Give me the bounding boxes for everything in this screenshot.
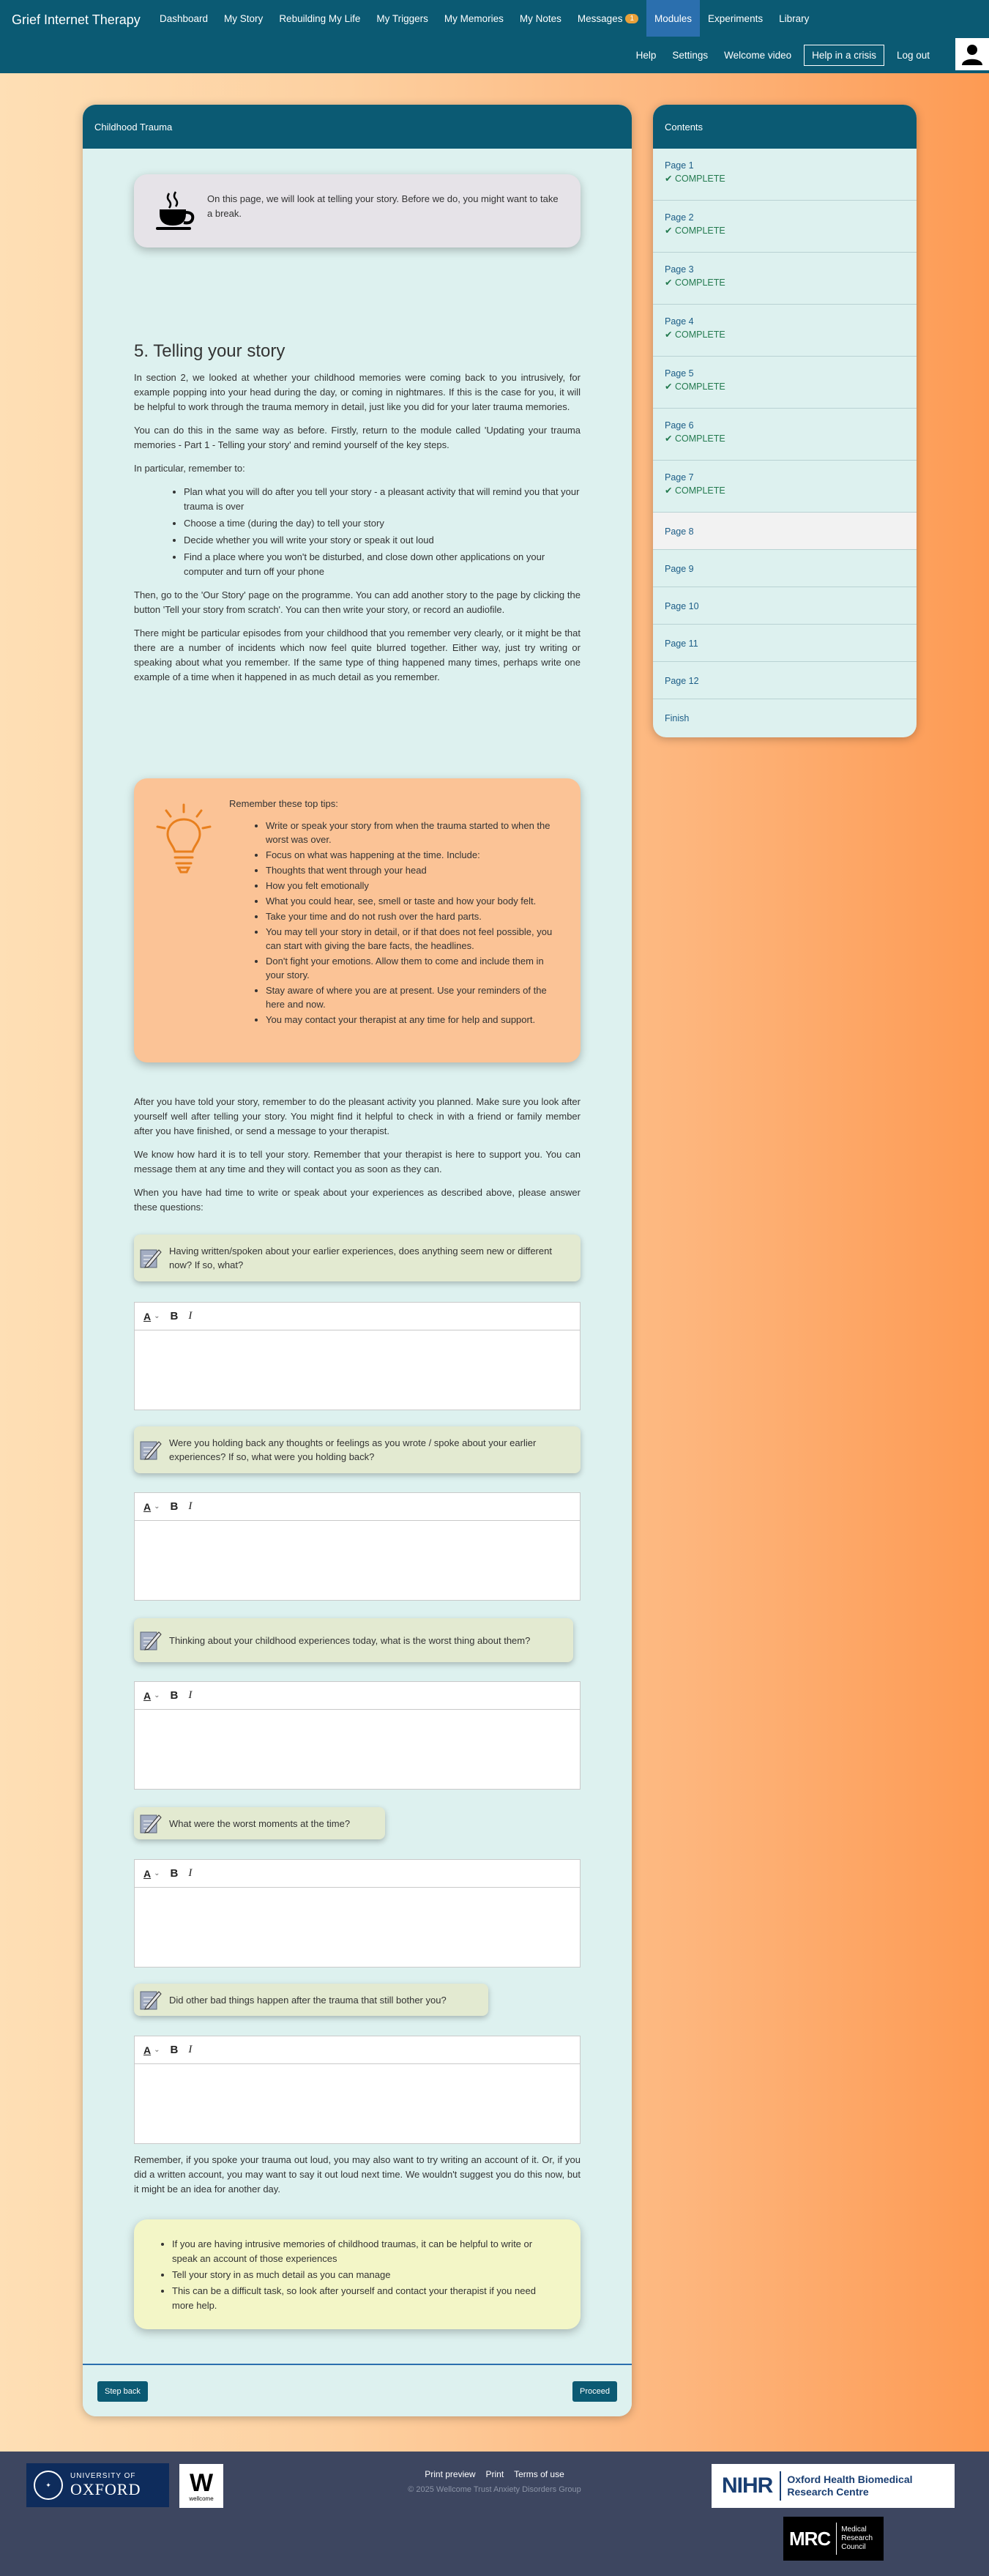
- chevron-down-icon[interactable]: ⌄: [154, 1869, 160, 1877]
- nihr-logo-text-1: Oxford Health Biomedical: [787, 2473, 913, 2485]
- check-icon: ✔: [665, 226, 675, 236]
- paragraph: There might be particular episodes from your childhood that you remember very clearly, or it might be that there are a number of incidents which now feel quite blurred together. Either way, just try writing or speaking about what you remember. If the same type of thing happened many times, perhaps write one example of a time when it happened in as much detail as you remember.: [134, 628, 581, 682]
- answer-editor-4[interactable]: [134, 1859, 581, 1968]
- chevron-down-icon[interactable]: ⌄: [154, 2046, 160, 2054]
- user-icon: [960, 42, 984, 66]
- brand-title[interactable]: Grief Internet Therapy: [12, 12, 141, 27]
- toc-page-label: Page 8: [665, 526, 694, 537]
- check-icon: ✔: [665, 330, 675, 340]
- nav-my-story[interactable]: My Story: [224, 12, 264, 24]
- module-title: Childhood Trauma: [83, 105, 632, 149]
- question-1: [134, 1235, 581, 1281]
- check-icon: ✔: [665, 381, 675, 392]
- lightbulb-icon: [154, 803, 213, 876]
- page-footer: [0, 2452, 989, 2576]
- secondary-nav: [628, 44, 938, 66]
- section-body: [134, 371, 581, 693]
- check-icon: ✔: [665, 174, 675, 184]
- logout-link[interactable]: Log out: [896, 49, 930, 61]
- print-preview-link[interactable]: Print preview: [425, 2469, 476, 2479]
- list-item: • Plan what you will do after you tell your story - a pleasant activity that will remind you that your trauma is over: [184, 485, 581, 514]
- oxford-logo-line2: OXFORD: [70, 2479, 141, 2498]
- question-3: [134, 1618, 573, 1662]
- toc-page-11[interactable]: [653, 625, 917, 662]
- complete-status: ✔ COMPLETE: [665, 330, 725, 340]
- logo-divider: [836, 2523, 837, 2555]
- nihr-logo-mark: NIHR: [722, 2473, 773, 2498]
- paragraph: We know how hard it is to tell your story. Remember that your therapist is here to support you. You can message them at any time and they will contact you as soon as they can.: [134, 1149, 581, 1175]
- complete-status: ✔ COMPLETE: [665, 433, 725, 444]
- contents-title: Contents: [653, 105, 917, 149]
- toc-page-label: Page 1: [665, 160, 694, 171]
- list-item: • Focus on what was happening at the time. Include:: [266, 848, 562, 862]
- pen-icon: [140, 1629, 162, 1651]
- after-story-text: [134, 1095, 581, 1224]
- font-color-button[interactable]: A: [143, 2044, 152, 2056]
- italic-button[interactable]: I: [188, 1867, 193, 1879]
- question-2: [134, 1426, 581, 1473]
- toc-page-label: Page 2: [665, 212, 694, 223]
- list-item: • What you could hear, see, smell or taste and how your body felt.: [266, 894, 562, 908]
- wellcome-logo-text: wellcome: [189, 2495, 214, 2502]
- wellcome-w-icon: W: [189, 2468, 214, 2497]
- pen-icon: [140, 1439, 162, 1461]
- complete-status: ✔ COMPLETE: [665, 485, 725, 496]
- mrc-logo-mark: MRC: [789, 2527, 831, 2550]
- nihr-logo: [712, 2464, 955, 2508]
- oxford-seal-icon: ✦: [34, 2471, 63, 2500]
- bold-button[interactable]: B: [170, 1500, 179, 1513]
- answer-editor-5[interactable]: [134, 2036, 581, 2144]
- bold-button[interactable]: B: [170, 2044, 179, 2056]
- complete-status: ✔ COMPLETE: [665, 174, 725, 184]
- list-item: • If you are having intrusive memories of childhood traumas, it can be helpful to write or speak an account of those experiences: [172, 2237, 560, 2266]
- pen-icon: [140, 1989, 162, 2011]
- nav-my-memories[interactable]: My Memories: [444, 12, 504, 24]
- nav-welcome-video[interactable]: Welcome video: [724, 49, 792, 61]
- nav-messages-label: Messages: [577, 12, 623, 24]
- nav-my-triggers[interactable]: My Triggers: [376, 12, 428, 24]
- list-item: • Tell your story in as much detail as you can manage: [172, 2268, 560, 2282]
- toc-page-3[interactable]: [653, 253, 917, 305]
- bold-button[interactable]: B: [170, 1689, 179, 1702]
- complete-status: ✔ COMPLETE: [665, 381, 725, 392]
- toc-page-label: Page 6: [665, 420, 694, 431]
- toc-page-label: Page 4: [665, 316, 694, 327]
- question-text: Were you holding back any thoughts or feelings as you wrote / spoke about your earlier experiences? If so, what were you holding back?: [169, 1437, 537, 1462]
- list-item: • This can be a difficult task, so look after yourself and contact your therapist if you need more help.: [172, 2284, 560, 2313]
- nav-rebuilding-my-life[interactable]: Rebuilding My Life: [279, 12, 361, 24]
- tips-list: [266, 819, 562, 1028]
- editor-toolbar: [135, 1493, 580, 1521]
- list-item: • You may tell your story in detail, or if that does not feel possible, you can start with giving the bare facts, the headlines.: [266, 925, 562, 953]
- italic-button[interactable]: I: [188, 1310, 193, 1322]
- top-tips-callout: [134, 778, 581, 1062]
- toc-page-label: Page 9: [665, 564, 694, 574]
- toc-page-12[interactable]: [653, 662, 917, 699]
- intro-callout: [134, 174, 581, 247]
- module-footer: [83, 2364, 632, 2416]
- editor-toolbar: [135, 2036, 580, 2064]
- toc-page-label: Page 7: [665, 472, 694, 483]
- toc-page-6[interactable]: [653, 409, 917, 461]
- question-text: Thinking about your childhood experiences today, what is the worst thing about them?: [169, 1634, 531, 1646]
- nihr-logo-text-2: Research Centre: [787, 2486, 869, 2498]
- remember-list: [184, 485, 581, 579]
- font-color-button[interactable]: A: [143, 1689, 152, 1702]
- paragraph: Then, go to the 'Our Story' page on the programme. You can add another story to the page by clicking the button 'Tell your story from scratch'. You can then write your story, or record an audiofile.: [134, 589, 581, 615]
- list-item: • How you felt emotionally: [266, 879, 562, 893]
- nav-library[interactable]: Library: [779, 12, 810, 24]
- italic-button[interactable]: I: [188, 1689, 193, 1701]
- check-icon: ✔: [665, 485, 675, 496]
- list-item: • Choose a time (during the day) to tell your story: [184, 516, 581, 531]
- module-card: [83, 105, 632, 2416]
- oxford-logo-line1: UNIVERSITY OF: [70, 2471, 136, 2480]
- nav-experiments[interactable]: Experiments: [708, 12, 764, 24]
- editor-toolbar: [135, 1860, 580, 1888]
- nav-settings[interactable]: Settings: [672, 49, 709, 61]
- intro-text: On this page, we will look at telling your story. Before we do, you might want to take a break.: [207, 193, 559, 219]
- answer-editor-2[interactable]: [134, 1492, 581, 1601]
- question-text: Having written/spoken about your earlier experiences, does anything seem new or different now? If so, what?: [169, 1246, 552, 1270]
- italic-button[interactable]: I: [188, 1500, 193, 1512]
- mrc-logo-text-3: Council: [841, 2543, 866, 2551]
- toc-page-4[interactable]: [653, 305, 917, 357]
- complete-status: ✔ COMPLETE: [665, 278, 725, 288]
- mrc-logo: [783, 2517, 884, 2561]
- list-item: • Take your time and do not rush over the hard parts.: [266, 909, 562, 923]
- help-in-crisis-button[interactable]: Help in a crisis: [804, 45, 884, 66]
- answer-editor-3[interactable]: [134, 1681, 581, 1790]
- nav-my-notes[interactable]: My Notes: [519, 12, 561, 24]
- toc-page-label: Page 3: [665, 264, 694, 275]
- font-color-button[interactable]: A: [143, 1310, 152, 1322]
- print-link[interactable]: Print: [485, 2469, 504, 2479]
- section-title: 5. Telling your story: [134, 341, 285, 361]
- paragraph: After you have told your story, remember to do the pleasant activity you planned. Make sure you look after yourself well after telling your story. You might find it helpful to check in with a friend or family member after you have finished, or send a message to your therapist.: [134, 1096, 581, 1136]
- step-back-button[interactable]: Step back: [97, 2381, 148, 2402]
- check-icon: ✔: [665, 278, 675, 288]
- top-navigation-bar: [0, 0, 989, 73]
- nav-help[interactable]: Help: [635, 49, 657, 61]
- font-color-button[interactable]: A: [143, 1867, 152, 1880]
- answer-editor-1[interactable]: [134, 1302, 581, 1410]
- toc-page-10[interactable]: [653, 587, 917, 625]
- toc-finish[interactable]: [653, 699, 917, 737]
- list-item: • Thoughts that went through your head: [266, 863, 562, 877]
- nav-messages[interactable]: [570, 0, 646, 37]
- primary-nav: [152, 0, 817, 37]
- toc-page-label: Finish: [665, 713, 690, 723]
- mrc-logo-text-2: Research: [841, 2534, 873, 2542]
- toc-page-label: Page 10: [665, 601, 699, 611]
- paragraph: Remember, if you spoke your trauma out loud, you may also want to try writing an account of it. Or, if you did a written account, you may want to say it out loud next time. We wouldn't suggest you do this now, but it might be an idea for another day.: [134, 2154, 581, 2195]
- list-item: • Stay aware of where you are at present. Use your reminders of the here and now.: [266, 983, 562, 1011]
- chevron-down-icon[interactable]: ⌄: [154, 1312, 160, 1320]
- paragraph: You can do this in the same way as before. Firstly, return to the module called 'Updating your trauma memories - Part 1 - Telling your story' and remind yourself of the key steps.: [134, 425, 581, 450]
- font-color-button[interactable]: A: [143, 1500, 152, 1513]
- copyright-text: © 2025 Wellcome Trust Anxiety Disorders Group: [408, 2485, 581, 2494]
- proceed-button[interactable]: Proceed: [572, 2381, 617, 2402]
- terms-link[interactable]: Terms of use: [514, 2469, 564, 2479]
- logo-divider: [780, 2471, 781, 2501]
- editor-toolbar: [135, 1682, 580, 1710]
- toc-page-label: Page 11: [665, 639, 698, 649]
- complete-status: ✔ COMPLETE: [665, 226, 725, 236]
- italic-button[interactable]: I: [188, 2044, 193, 2055]
- toc-page-label: Page 5: [665, 368, 694, 379]
- summary-callout: [134, 2219, 581, 2329]
- paragraph: In particular, remember to:: [134, 463, 245, 474]
- bold-button[interactable]: B: [170, 1867, 179, 1880]
- contents-sidebar: [653, 105, 917, 737]
- closing-text: [134, 2153, 581, 2205]
- editor-toolbar: [135, 1303, 580, 1330]
- toc-page-label: Page 12: [665, 676, 699, 686]
- tips-title: Remember these top tips:: [229, 798, 338, 809]
- paragraph: When you have had time to write or speak about your experiences as described above, please answer these questions:: [134, 1187, 581, 1213]
- pen-icon: [140, 1247, 162, 1269]
- toc-page-5[interactable]: [653, 357, 917, 409]
- chevron-down-icon[interactable]: ⌄: [154, 1691, 160, 1700]
- paragraph: In section 2, we looked at whether your childhood memories were coming back to you intrusively, for example popping into your head during the day, or coming in nightmares. If this is the case for you, it will be helpful to work through the trauma memory in detail, just like you did for your later trauma memories.: [134, 372, 581, 412]
- pen-icon: [140, 1812, 162, 1834]
- list-item: • Write or speak your story from when the trauma started to when the worst was over.: [266, 819, 562, 846]
- list-item: • Decide whether you will write your story or speak it out loud: [184, 533, 581, 548]
- nav-dashboard[interactable]: Dashboard: [160, 12, 209, 24]
- question-4: [134, 1807, 385, 1839]
- user-menu-button[interactable]: [955, 38, 989, 70]
- list-item: • You may contact your therapist at any time for help and support.: [266, 1013, 562, 1027]
- toc-page-2[interactable]: [653, 201, 917, 253]
- bold-button[interactable]: B: [170, 1310, 179, 1322]
- check-icon: ✔: [665, 433, 675, 444]
- toc-page-1[interactable]: [653, 149, 917, 201]
- question-text: Did other bad things happen after the trauma that still bother you?: [169, 1994, 447, 2006]
- list-item: • Find a place where you won't be disturbed, and close down other applications on your computer and turn off your phone: [184, 550, 581, 579]
- mrc-logo-text-1: Medical: [841, 2525, 867, 2534]
- nav-modules[interactable]: Modules: [646, 0, 700, 37]
- list-item: • Don't fight your emotions. Allow them to come and include them in your story.: [266, 954, 562, 982]
- messages-count-badge: 1: [625, 14, 638, 23]
- coffee-cup-icon: [156, 190, 195, 231]
- summary-list: [172, 2237, 560, 2315]
- toc-page-7[interactable]: [653, 461, 917, 513]
- question-text: What were the worst moments at the time?: [169, 1817, 351, 1829]
- toc-page-9[interactable]: [653, 550, 917, 587]
- toc-page-8[interactable]: [653, 513, 917, 550]
- chevron-down-icon[interactable]: ⌄: [154, 1503, 160, 1511]
- question-5: [134, 1984, 488, 2016]
